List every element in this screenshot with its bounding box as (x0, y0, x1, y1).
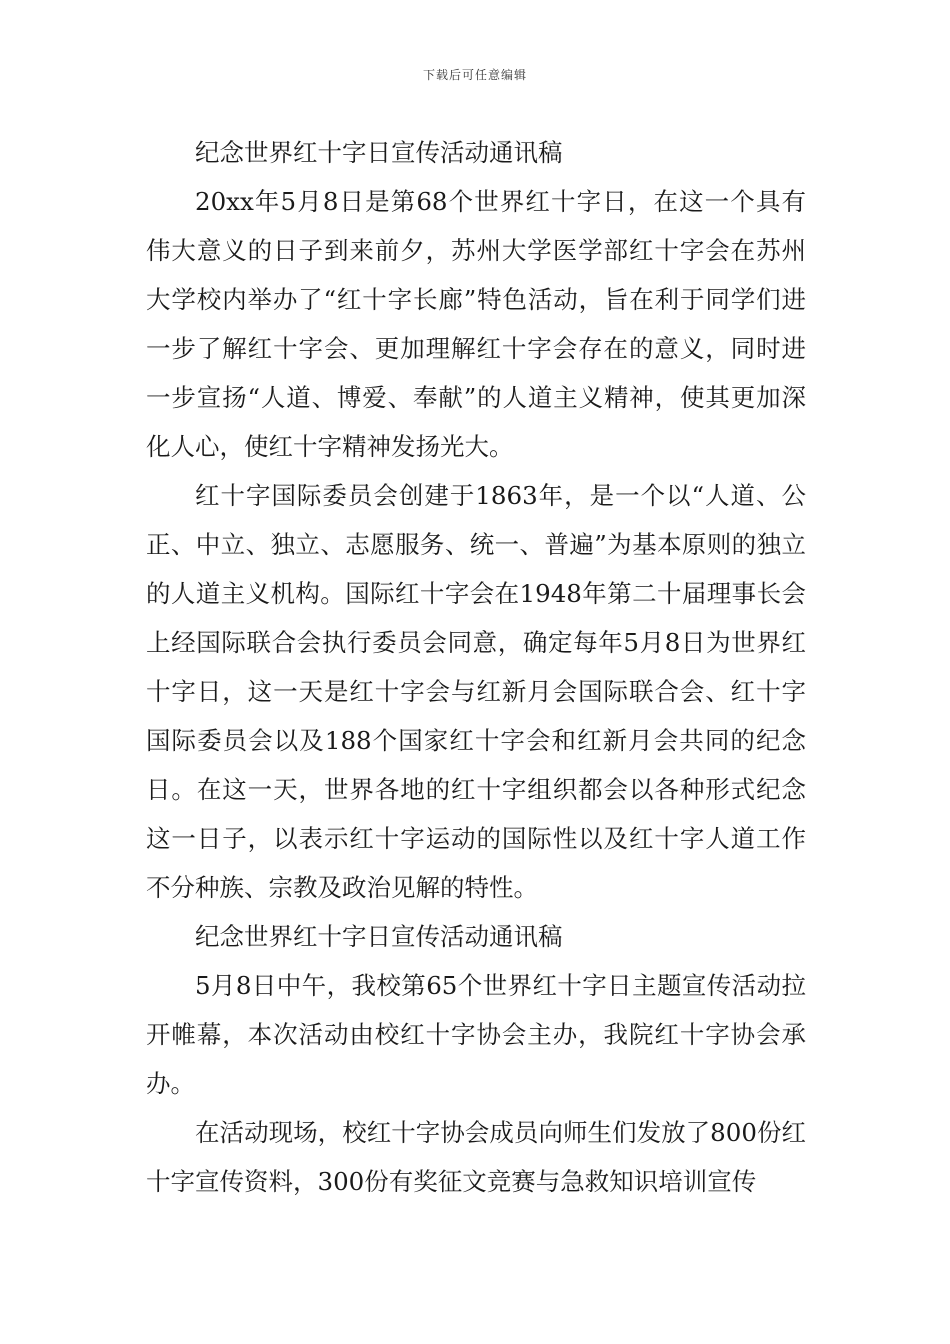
heading-paragraph: 纪念世界红十字日宣传活动通讯稿 (195, 138, 563, 167)
heading-paragraph: 纪念世界红十字日宣传活动通讯稿 (195, 922, 563, 951)
document-body (146, 128, 806, 1206)
header-note: 下载后可任意编辑 (422, 68, 527, 82)
body-paragraph: 20xx年5月8日是第68个世界红十字日，在这一个具有伟大意义的日子到来前夕，苏州大学医学部红十字会在苏州大学校内举办了“红十字长廊”特色活动，旨在利于同学们进一步了解红十字会、更加理解红十字会存在的意义，同时进一步宣扬“人道、博爱、奉献”的人道主义精神，使其更加深化人心，使红十字精神发扬光大。 (146, 187, 806, 461)
body-paragraph: 在活动现场，校红十字协会成员向师生们发放了800份红十字宣传资料，300份有奖征文竞赛与急救知识培训宣传 (146, 1118, 806, 1196)
body-paragraph: 红十字国际委员会创建于1863年，是一个以“人道、公正、中立、独立、志愿服务、统一、普遍”为基本原则的独立的人道主义机构。国际红十字会在1948年第二十届理事长会上经国际联合会执行委员会同意，确定每年5月8日为世界红十字日，这一天是红十字会与红新月会国际联合会、红十字国际委员会以及188个国家红十字会和红新月会共同的纪念日。在这一天，世界各地的红十字组织都会以各种形式纪念这一日子，以表示红十字运动的国际性以及红十字人道工作不分种族、宗教及政治见解的特性。 (146, 481, 806, 902)
body-paragraph: 5月8日中午，我校第65个世界红十字日主题宣传活动拉开帷幕，本次活动由校红十字协会主办，我院红十字协会承办。 (146, 971, 806, 1098)
